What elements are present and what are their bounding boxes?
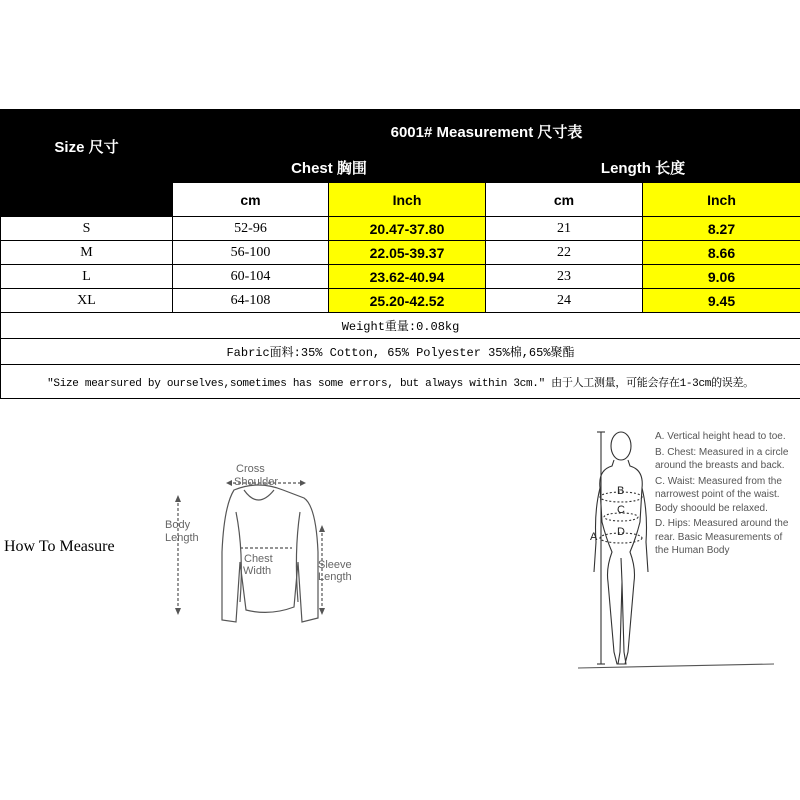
size-cell: L	[1, 265, 173, 289]
how-to-measure-section	[0, 402, 800, 692]
chest-inch-cell: 22.05-39.37	[329, 241, 486, 265]
size-cell: S	[1, 217, 173, 241]
table-row	[1, 289, 800, 313]
length-header: Length 长度	[486, 153, 800, 183]
cross-shoulder-arrowhead-right	[300, 480, 306, 486]
length-inch-cell: 9.45	[643, 289, 800, 313]
chest-header: Chest 胸围	[173, 153, 486, 183]
figure-right-arm	[642, 488, 648, 572]
table-title: 6001# Measurement 尺寸表	[173, 110, 800, 153]
length-inch-cell: 8.27	[643, 217, 800, 241]
chest-width-label: Chest	[244, 553, 273, 565]
chest-inch-cell: 23.62-40.94	[329, 265, 486, 289]
chest-width-label-2: Width	[243, 565, 272, 577]
note-c: C. Waist: Measured from the narrowest point of the waist. Body shoould be relaxed.	[655, 475, 782, 514]
chest-inch-header: Inch	[329, 183, 486, 217]
body-length-label-2: Length	[165, 532, 199, 544]
how-to-measure-label: How To Measure	[4, 538, 115, 555]
body-length-arrowhead-top	[175, 495, 181, 502]
body-length-arrowhead-bottom	[175, 608, 181, 615]
table-row	[1, 265, 800, 289]
cross-shoulder-label: Cross	[236, 463, 265, 475]
chest-cm-cell: 52-96	[173, 217, 329, 241]
chest-inch-cell: 25.20-42.52	[329, 289, 486, 313]
length-cm-cell: 23	[486, 265, 643, 289]
note-b: B. Chest: Measured in a circle around the breasts and back.	[655, 446, 789, 471]
size-cell: XL	[1, 289, 173, 313]
size-header: Size 尺寸	[1, 110, 173, 183]
sleeve-length-label: Sleeve	[318, 559, 352, 571]
measurement-note-row: "Size mearsured by ourselves,sometimes has some errors, but always within 3cm." 由于人工测量，可能会存在1-3cm的误差。	[1, 365, 800, 399]
shirt-neckline	[244, 490, 274, 500]
figure-letter-b: B	[617, 485, 625, 497]
figure-baseline	[578, 664, 774, 668]
chest-cm-cell: 56-100	[173, 241, 329, 265]
unit-spacer	[1, 183, 173, 217]
body-length-label: Body	[165, 519, 191, 531]
chest-cm-cell: 64-108	[173, 289, 329, 313]
length-cm-cell: 21	[486, 217, 643, 241]
garment-diagram	[175, 480, 325, 622]
figure-letter-d: D	[617, 526, 625, 538]
note-d: D. Hips: Measured around the rear. Basic Measurements of the Human Body	[655, 518, 789, 556]
table-row	[1, 241, 800, 265]
figure-head	[611, 432, 631, 460]
figure-letter-a: A	[590, 531, 598, 543]
cross-shoulder-label-2: Shoulder	[234, 476, 279, 488]
sleeve-length-arrowhead-top	[319, 525, 325, 532]
length-cm-cell: 22	[486, 241, 643, 265]
table-row	[1, 217, 800, 241]
length-inch-header: Inch	[643, 183, 800, 217]
weight-row: Weight重量:0.08kg	[1, 313, 800, 339]
length-cm-header: cm	[486, 183, 643, 217]
note-a: A. Vertical height head to toe.	[655, 431, 786, 442]
sleeve-length-arrowhead-bottom	[319, 608, 325, 615]
length-inch-cell: 8.66	[643, 241, 800, 265]
chest-inch-cell: 20.47-37.80	[329, 217, 486, 241]
chest-cm-header: cm	[173, 183, 329, 217]
fabric-row: Fabric面料:35% Cotton, 65% Polyester 35%棉,65%聚酯	[1, 339, 800, 365]
chest-cm-cell: 60-104	[173, 265, 329, 289]
size-chart-table	[0, 109, 800, 399]
size-cell: M	[1, 241, 173, 265]
figure-letter-c: C	[617, 504, 625, 516]
length-cm-cell: 24	[486, 289, 643, 313]
cross-shoulder-arrowhead-left	[226, 480, 232, 486]
sleeve-length-label-2: Length	[318, 571, 352, 583]
measurement-notes	[655, 430, 795, 560]
length-inch-cell: 9.06	[643, 265, 800, 289]
figure-left-arm	[594, 488, 600, 572]
